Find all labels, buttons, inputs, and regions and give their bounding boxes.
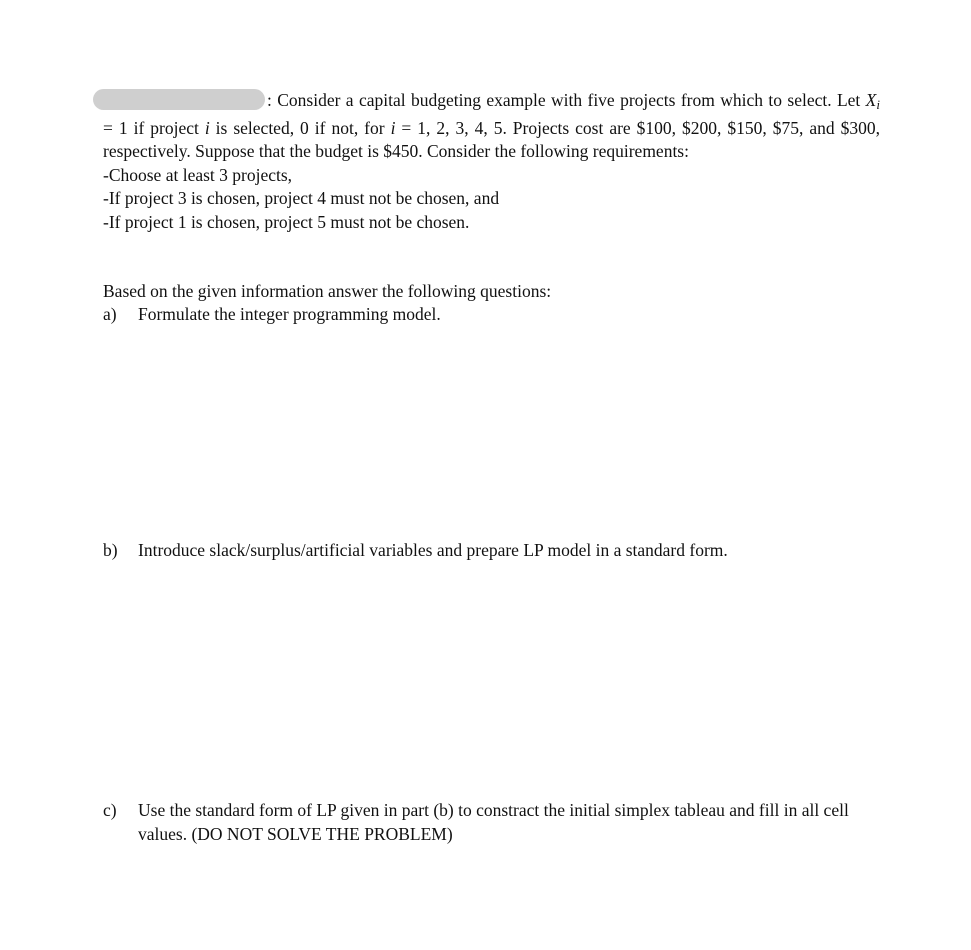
question-text: Introduce slack/surplus/artificial variables and prepare LP model in a standard form. <box>138 540 728 560</box>
problem-definition-2: is selected, 0 if not, for <box>209 117 391 138</box>
math-variable-x: $X_i$ <box>865 90 880 112</box>
question-marker: c) <box>103 800 117 820</box>
redacted-label <box>93 89 265 110</box>
requirement-item: -If project 3 is chosen, project 4 must not be chosen, and <box>103 188 500 209</box>
instructions-block <box>103 280 880 304</box>
problem-paragraph <box>103 89 880 164</box>
problem-statement <box>103 89 880 235</box>
math-variable-i: i <box>204 117 210 138</box>
problem-lead: : Consider a capital budgeting example with five projects from which to select. Let <box>267 90 866 110</box>
problem-definition: = 1 if project <box>103 117 205 138</box>
math-variable-i-2: i <box>390 117 396 138</box>
question-text: Formulate the integer programming model. <box>138 304 441 324</box>
instructions-text: Based on the given information answer the following questions: <box>103 281 552 301</box>
problem-costs: = 1, 2, 3, 4, 5. Projects cost are $100, $200, $150, $75, and $300, respectively. Suppose that the budget is $450. Consider the following requirements: <box>103 117 880 162</box>
question-marker: b) <box>103 540 118 560</box>
requirement-item: -Choose at least 3 projects, <box>103 164 293 185</box>
question-a <box>103 303 883 327</box>
question-c <box>103 799 883 846</box>
question-b <box>103 539 883 563</box>
question-marker: a) <box>103 304 117 324</box>
question-text: Use the standard form of LP given in part (b) to constract the initial simplex tableau and fill in all cell values. (DO NOT SOLVE THE PROBLEM) <box>138 800 849 844</box>
requirement-item: -If project 1 is chosen, project 5 must not be chosen. <box>103 211 470 232</box>
